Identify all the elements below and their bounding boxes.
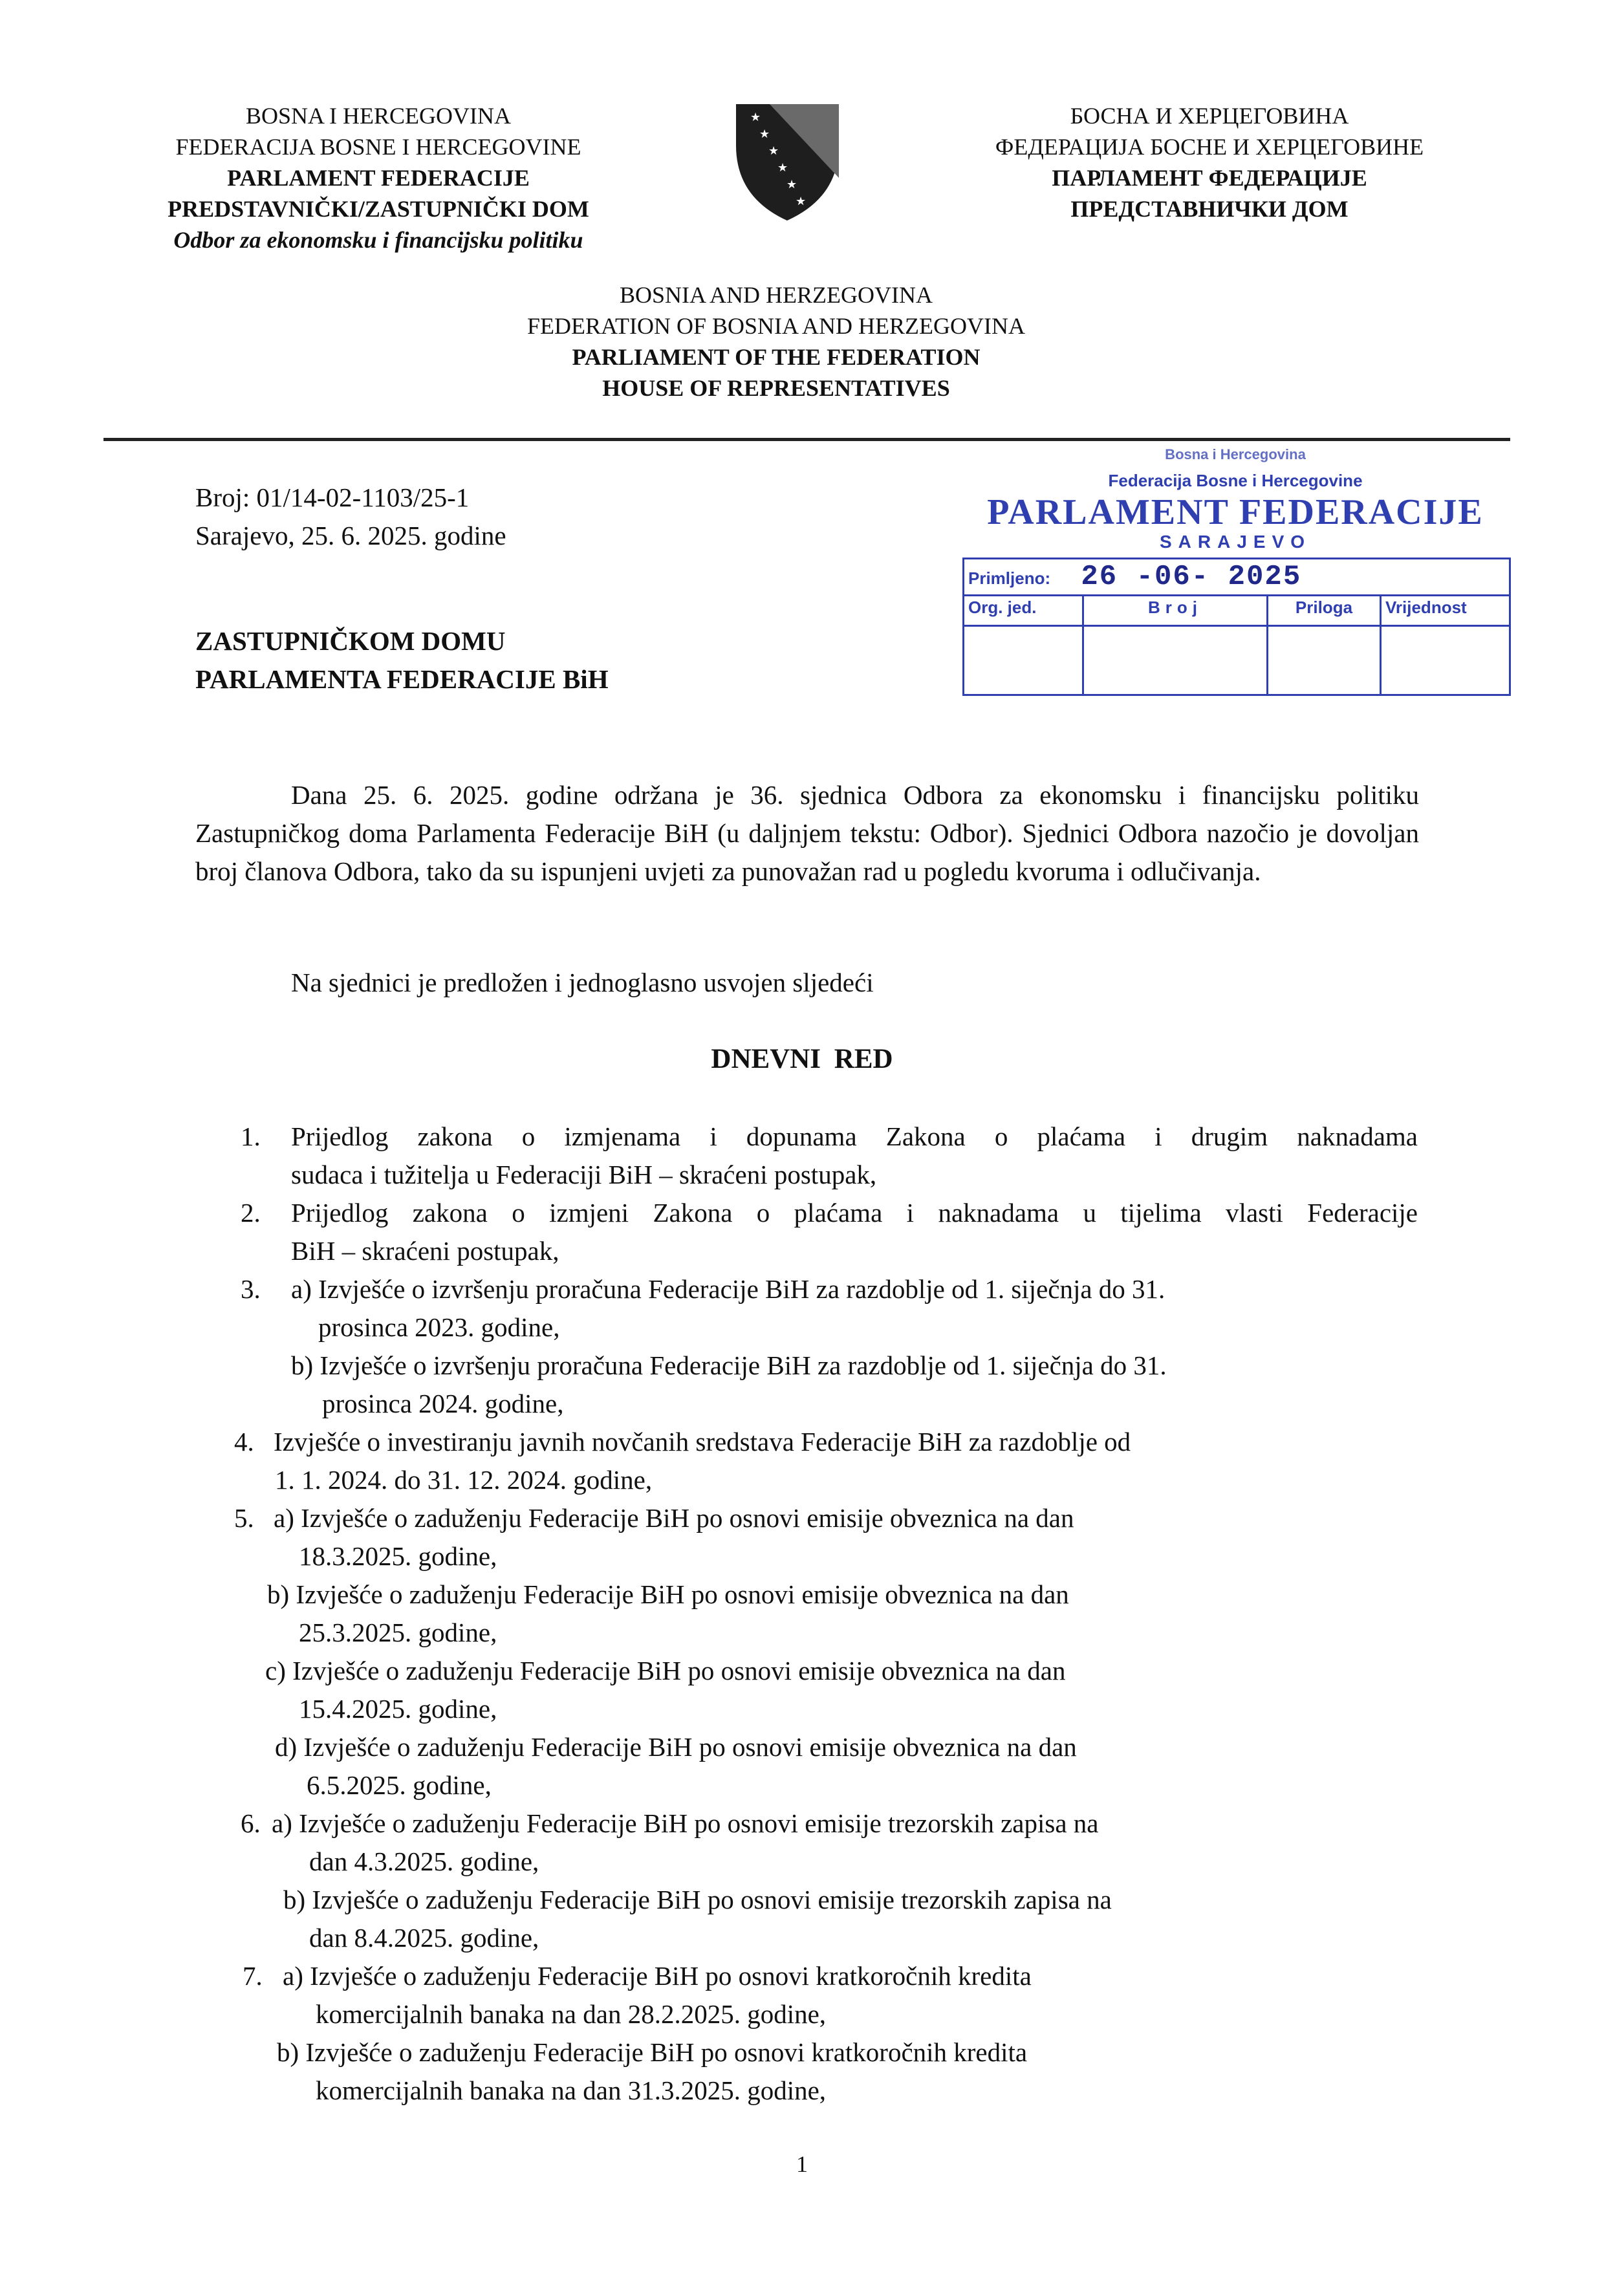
agenda-item-1-number: 1. [241,1121,261,1151]
agenda-item-6-number: 6. [241,1808,261,1838]
coat-of-arms-icon [731,100,844,223]
received-stamp [957,446,1513,718]
agenda-item-3a-line2: prosinca 2023. godine, [318,1312,560,1342]
agenda-item-7b-line2: komercijalnih banaka na dan 31.3.2025. godine, [316,2075,827,2105]
header-left-line1: BOSNA I HERCEGOVINA [245,103,511,129]
agenda-item-5d-line2: 6.5.2025. godine, [307,1770,492,1800]
header-left-line3: PARLAMENT FEDERACIJE [227,165,530,191]
header-center-line1: BOSNIA AND HERZEGOVINA [620,282,933,308]
svg-text:★: ★ [750,111,761,124]
header-left-line2: FEDERACIJA BOSNE I HERCEGOVINE [175,134,581,160]
stamp-received-label: Primljeno: [968,569,1051,588]
svg-text:★: ★ [786,178,797,191]
reference-number: Broj: 01/14-02-1103/25-1 [195,482,470,512]
stamp-col-attachments: Priloga [1268,596,1381,626]
agenda-title: DNEVNI RED [711,1044,893,1074]
agenda-item-4-line2: 1. 1. 2024. do 31. 12. 2024. godine, [275,1465,653,1495]
agenda-item-7b-line1: b) Izvješće o zaduženju Federacije BiH po osnovi kratkoročnih kredita [277,2037,1028,2067]
agenda-item-7a-line1: a) Izvješće o zaduženju Federacije BiH po osnovi kratkoročnih kredita [283,1961,1032,1991]
svg-text:★: ★ [759,127,770,141]
adoption-paragraph: Na sjednici je predložen i jednoglasno usvojen sljedeći [291,968,874,997]
recipient-line1: ZASTUPNIČKOM DOMU [195,626,506,656]
recipient-block [195,622,609,699]
agenda-item-2-line2: BiH – skraćeni postupak, [291,1236,559,1266]
agenda-item-5b-line1: b) Izvješće o zaduženju Federacije BiH po osnovi emisije obveznica na dan [267,1579,1069,1609]
agenda-item-2-number: 2. [241,1198,261,1228]
page-number: 1 [796,2151,808,2177]
header-center-line4: HOUSE OF REPRESENTATIVES [602,375,950,401]
agenda-item-5b-line2: 25.3.2025. godine, [299,1618,497,1647]
header-right-line1: БОСНА И ХЕРЦЕГОВИНА [1070,103,1349,129]
agenda-item-4-number: 4. [234,1427,254,1457]
agenda-item-5c-line2: 15.4.2025. godine, [299,1694,497,1724]
recipient-line2: PARLAMENTA FEDERACIJE BiH [195,664,609,694]
stamp-line4: SARAJEVO [1159,532,1312,552]
header-right-line4: ПРЕДСТАВНИЧКИ ДОМ [1070,196,1349,222]
header-center [453,279,1100,404]
stamp-line1: Bosna i Hercegovina [1165,446,1306,462]
header-right [957,100,1462,224]
agenda-item-7a-line2: komercijalnih banaka na dan 28.2.2025. godine, [316,1999,827,2029]
agenda-item-5a-line2: 18.3.2025. godine, [299,1541,497,1571]
header-center-line2: FEDERATION OF BOSNIA AND HERZEGOVINA [526,313,1025,339]
stamp-line3: PARLAMENT FEDERACIJE [987,492,1484,532]
agenda-item-2-line1: Prijedlog zakona o izmjeni Zakona o plaćama i naknadama u tijelima vlasti Federacije [291,1198,1418,1228]
svg-text:★: ★ [768,144,779,158]
agenda-item-4-line1: Izvješće o investiranju javnih novčanih sredstava Federacije BiH za razdoblje od [274,1427,1131,1457]
agenda-item-6b-line1: b) Izvješće o zaduženju Federacije BiH po osnovi emisije trezorskih zapisa na [283,1885,1112,1914]
agenda-item-3a-line1: a) Izvješće o izvršenju proračuna Federacije BiH za razdoblje od 1. siječnja do 31. [291,1274,1165,1304]
stamp-col-number: Broj [1083,596,1268,626]
stamp-col-value: Vrijednost [1381,596,1510,626]
header-right-line2: ФЕДЕРАЦИЈА БОСНЕ И ХЕРЦЕГОВИНЕ [995,134,1424,160]
svg-text:★: ★ [777,161,788,175]
agenda-item-1-line1: Prijedlog zakona o izmjenama i dopunama Zakona o plaćama i drugim naknadama [291,1121,1418,1151]
stamp-received-date: 26 -06- 2025 [1081,561,1302,593]
agenda-item-6b-line2: dan 8.4.2025. godine, [309,1923,539,1953]
stamp-table [962,558,1511,696]
agenda-item-5a-line1: a) Izvješće o zaduženju Federacije BiH po osnovi emisije obveznica na dan [274,1503,1074,1533]
reference-block [195,479,506,555]
stamp-col-org: Org. jed. [964,596,1083,626]
intro-paragraph: Dana 25. 6. 2025. godine održana je 36. sjednica Odbora za ekonomsku i financijsku politiku Zastupničkog doma Parlamenta Federacije BiH (u daljnjem tekstu: Odbor). Sjednici Odbora nazočio je dovoljan broj članova Odbora, tako da su ispunjeni uvjeti za punovažan rad u pogledu kvoruma i odlučivanja. [195,780,1419,886]
header-divider [103,438,1510,441]
header-right-line3: ПАРЛАМЕНТ ФЕДЕРАЦИЈЕ [1052,165,1367,191]
agenda-item-5c-line1: c) Izvješće o zaduženju Federacije BiH po osnovi emisije obveznica na dan [265,1656,1066,1685]
header-left-line4: PREDSTAVNIČKI/ZASTUPNIČKI DOM [168,196,589,222]
header-center-line3: PARLIAMENT OF THE FEDERATION [572,344,981,370]
reference-place-date: Sarajevo, 25. 6. 2025. godine [195,521,506,550]
agenda-item-3b-line1: b) Izvješće o izvršenju proračuna Federacije BiH za razdoblje od 1. siječnja do 31. [291,1350,1167,1380]
agenda-item-7-number: 7. [243,1961,263,1991]
agenda-item-1-line2: sudaca i tužitelja u Federaciji BiH – skraćeni postupak, [291,1160,877,1189]
agenda-item-5d-line1: d) Izvješće o zaduženju Federacije BiH po osnovi emisije obveznica na dan [275,1732,1077,1762]
header-left [120,100,637,255]
agenda-item-5-number: 5. [234,1503,254,1533]
stamp-line2: Federacija Bosne i Hercegovine [1108,471,1363,490]
header-left-committee: Odbor za ekonomsku i financijsku politiku [173,227,583,253]
svg-text:★: ★ [796,195,807,208]
agenda-item-3-number: 3. [241,1274,261,1304]
agenda-item-6a-line2: dan 4.3.2025. godine, [309,1847,539,1876]
agenda-item-3b-line2: prosinca 2024. godine, [322,1389,564,1418]
agenda-item-6a-line1: a) Izvješće o zaduženju Federacije BiH po osnovi emisije trezorskih zapisa na [272,1808,1099,1838]
